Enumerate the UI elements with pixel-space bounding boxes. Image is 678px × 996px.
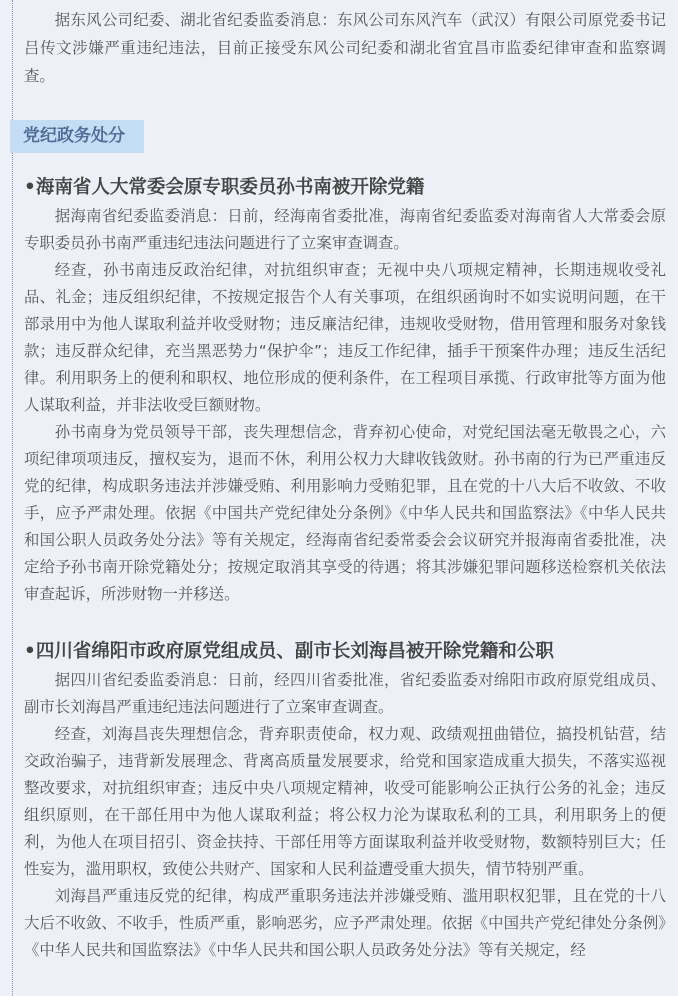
intro-block	[24, 6, 666, 90]
article-paragraph: 刘海昌严重违反党的纪律，构成严重职务违法并涉嫌受贿、滥用职权犯罪，且在党的十八大后不收敛、不收手，性质严重，影响恶劣，应予严肃处理。依据《中国共产党纪律处分条例》《中华人民共和国监察法》《中华人民共和国公职人员政务处分法》等有关规定，经	[24, 887, 666, 959]
section-tag: 党纪政务处分	[10, 120, 144, 153]
article-paragraph: 据海南省纪委监委消息：日前，经海南省委批准，海南省纪委监委对海南省人大常委会原专职委员孙书南严重违纪违法问题进行了立案审查调查。	[24, 207, 666, 252]
article-paragraph: 经查，刘海昌丧失理想信念，背弃职责使命，权力观、政绩观扭曲错位，搞投机钻营，结交政治骗子，违背新发展理念、背离高质量发展要求，给党和国家造成重大损失，不落实巡视整改要求，对抗组织审查；违反中央八项规定精神，收受可能影响公正执行公务的礼金；违反组织原则，在干部任用中为他人谋取利益；将公权力沦为谋取私利的工具，利用职务上的便利，为他人在项目招引、资金扶持、干部任用等方面谋取利益并收受财物，数额特别巨大；任性妄为，滥用职权，致使公共财产、国家和人民利益遭受重大损失，情节特别严重。	[24, 725, 666, 878]
article-title: •海南省人大常委会原专职委员孙书南被开除党籍	[24, 177, 425, 198]
article-hainan	[24, 173, 666, 608]
intro-paragraph: 据东风公司纪委、湖北省纪委监委消息：东风公司东风汽车（武汉）有限公司原党委书记吕传文涉嫌严重违纪违法，目前正接受东风公司纪委和湖北省宜昌市监委纪律审查和监察调查。	[24, 11, 666, 85]
article-sichuan	[24, 637, 666, 964]
article-paragraph: 据四川省纪委监委消息：日前，经四川省委批准，省纪委监委对绵阳市政府原党组成员、副市长刘海昌严重违纪违法问题进行了立案审查调查。	[24, 671, 666, 716]
article-paragraph: 孙书南身为党员领导干部，丧失理想信念，背弃初心使命，对党纪国法毫无敬畏之心，六项纪律项项违反，擅权妄为，退而不休，利用公权力大肆收钱敛财。孙书南的行为已严重违反党的纪律，构成职务违法并涉嫌受贿、利用影响力受贿犯罪，且在党的十八大后不收敛、不收手，应予严肃处理。依据《中国共产党纪律处分条例》《中华人民共和国监察法》《中华人民共和国公职人员政务处分法》等有关规定，经海南省纪委常委会会议研究并报海南省委批准，决定给予孙书南开除党籍处分；按规定取消其享受的待遇；将其涉嫌犯罪问题移送检察机关依法审查起诉，所涉财物一并移送。	[24, 423, 666, 603]
article-paragraph: 经查，孙书南违反政治纪律，对抗组织审查；无视中央八项规定精神，长期违规收受礼品、礼金；违反组织纪律，不按规定报告个人有关事项，在组织函询时不如实说明问题，在干部录用中为他人谋取利益并收受财物；违反廉洁纪律，违规收受财物，借用管理和服务对象钱款；违反群众纪律，充当黑恶势力“保护伞”；违反工作纪律，插手干预案件办理；违反生活纪律。利用职务上的便利和职权、地位形成的便利条件，在工程项目承揽、行政审批等方面为他人谋取利益，并非法收受巨额财物。	[24, 261, 666, 414]
article-title: •四川省绵阳市政府原党组成员、副市长刘海昌被开除党籍和公职	[24, 641, 554, 662]
